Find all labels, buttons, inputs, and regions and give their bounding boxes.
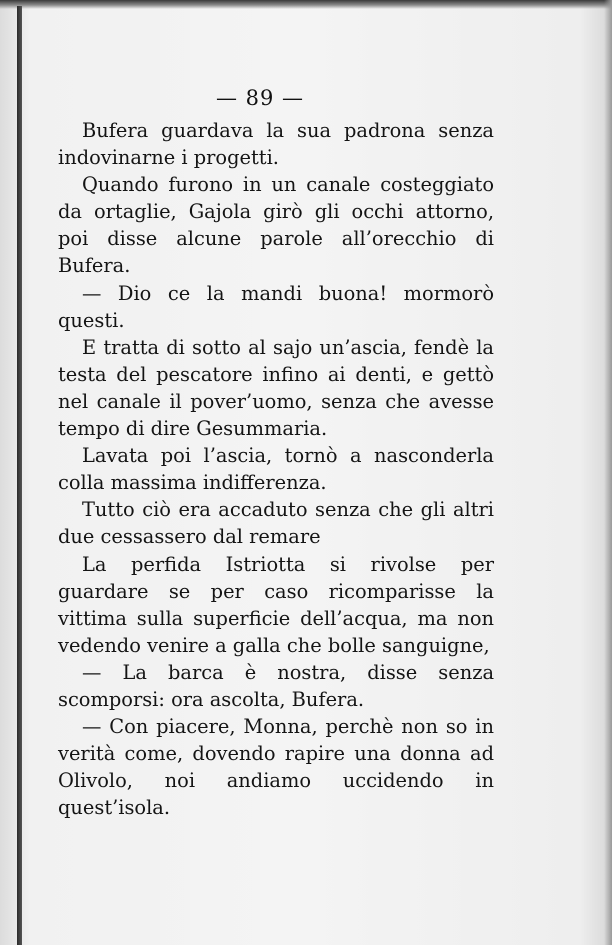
- paragraph: — Dio ce la mandi buona! mormorò questi.: [58, 281, 494, 332]
- body-text: [58, 117, 494, 821]
- paragraph: — Con piacere, Monna, perchè non so in verità come, dovendo rapire una donna ad Olivolo, noi andiamo uccidendo in quest’isola.: [58, 715, 494, 820]
- paragraph: Lavata poi l’ascia, tornò a nasconderla colla massima indifferenza.: [58, 444, 494, 495]
- paragraph: Quando furono in un canale costeggiato da ortaglie, Gajola girò gli occhi attorno, poi disse alcune parole all’orecchio di Bufera.: [58, 173, 494, 278]
- page-number: — 89 —: [215, 86, 305, 110]
- paragraph: E tratta di sotto al sajo un’ascia, fendè la testa del pescatore infino ai denti, e gettò nel canale il pover’uomo, senza che avesse tempo di dire Gesummaria.: [58, 335, 494, 441]
- page-top-edge: [0, 0, 612, 9]
- paragraph: La perfida Istriotta si rivolse per guardare se per caso ricomparisse la vittima sulla superficie dell’acqua, ma non vedendo venire a galla che bolle sanguigne,: [58, 552, 494, 657]
- paragraph: Tutto ciò era accaduto senza che gli altri due cessassero dal remare: [58, 498, 494, 549]
- paragraph: — La barca è nostra, disse senza scomporsi: ora ascolta, Bufera.: [58, 660, 494, 711]
- paragraph: Bufera guardava la sua padrona senza indovinarne i progetti.: [58, 119, 494, 170]
- page-right-edge: [604, 0, 612, 945]
- binding-edge: [17, 6, 22, 945]
